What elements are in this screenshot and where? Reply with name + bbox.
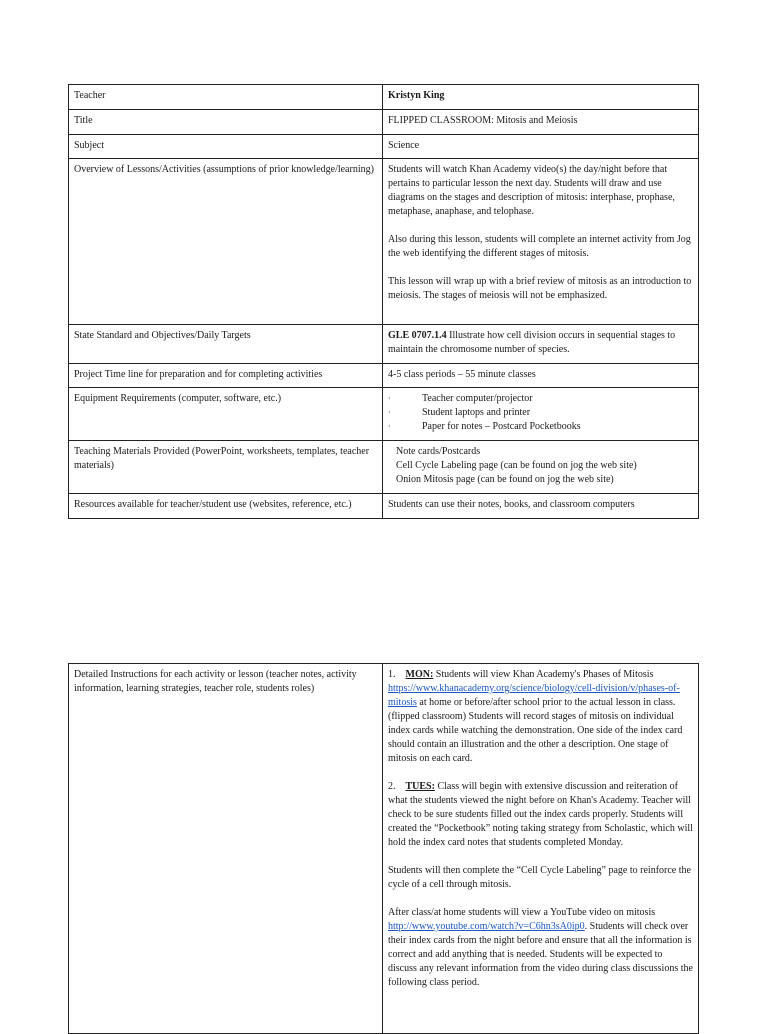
list-number: 2.: [388, 781, 396, 792]
standard-code: GLE 0707.1.4: [388, 330, 447, 341]
overview-paragraph: This lesson will wrap up with a brief review of mitosis as an introduction to meiosis. The stages of meiosis will not be emphasized.: [388, 276, 692, 301]
equipment-item: Teacher computer/projector: [422, 393, 533, 404]
table-row: [69, 110, 699, 135]
bullet-icon: ·: [388, 422, 391, 431]
youtube-rest-text: . Students will check over their index cards from the night before and ensure that all the information is correct and add anything that is needed. Students will be expected to discuss any relevant information from the video during class discussions the following class period.: [388, 921, 693, 988]
subject-label: Subject: [69, 135, 383, 159]
list-number: 1.: [388, 669, 396, 680]
lesson-plan-table: [68, 84, 699, 519]
monday-rest-text: at home or before/after school prior to the actual lesson in class. (flipped classroom) Students will record stages of mitosis on individual index cards while watching the demonstration. One side of the index card should contain an illustration and the other a description. One stage of mitosis on each card.: [388, 697, 683, 764]
overview-paragraph: Students will watch Khan Academy video(s) the day/night before that pertains to particular lesson the next day. Students will draw and use diagrams on the stages and description of mitosis: interphase, prophase, metaphase, anaphase, and telophase.: [388, 164, 675, 217]
materials-value: [383, 441, 699, 494]
teacher-label: Teacher: [69, 85, 383, 110]
table-row: [69, 135, 699, 159]
tuesday-label: TUES:: [405, 781, 435, 792]
instructions-table: [68, 663, 699, 1034]
table-row: [69, 159, 699, 325]
resources-label: Resources available for teacher/student use (websites, reference, etc.): [69, 494, 383, 519]
standard-text: Illustrate how cell division occurs in sequential stages to maintain the chromosome number of species.: [388, 330, 676, 355]
resources-value: Students can use their notes, books, and classroom computers: [383, 494, 699, 519]
instructions-label: Detailed Instructions for each activity or lesson (teacher notes, activity information, learning strategies, teacher role, students roles): [69, 664, 383, 1034]
equipment-item: Student laptops and printer: [422, 407, 531, 418]
standard-value: [383, 325, 699, 364]
list-item: Note cards/Postcards: [396, 446, 481, 457]
overview-value: [383, 159, 699, 325]
list-item: [388, 392, 693, 406]
youtube-paragraph: [388, 906, 693, 990]
tuesday-paragraph: [388, 780, 693, 850]
timeline-label: Project Time line for preparation and for completing activities: [69, 364, 383, 388]
list-item: Cell Cycle Labeling page (can be found on jog the web site): [396, 460, 637, 471]
title-label: Title: [69, 110, 383, 135]
khan-academy-link[interactable]: https://www.khanacademy.org/science/biology/cell-division/v/phases-of-mitosis: [388, 683, 680, 708]
table-row: [69, 494, 699, 519]
table-row: [69, 388, 699, 441]
table-row: [69, 364, 699, 388]
youtube-link[interactable]: http://www.youtube.com/watch?v=C6hn3sA0ip0: [388, 921, 585, 932]
overview-label: Overview of Lessons/Activities (assumptions of prior knowledge/learning): [69, 159, 383, 325]
youtube-lead-text: After class/at home students will view a YouTube video on mitosis: [388, 907, 656, 918]
table-row: [69, 664, 699, 1034]
tuesday-text: Class will begin with extensive discussion and reiteration of what the students viewed the night before on Khan's Academy. Teacher will check to be sure students filled out the index cards properly. Students will created the “Pocketbook” noting taking strategy from Scholastic, which will hold the index card notes that students completed Monday.: [388, 781, 693, 848]
monday-paragraph: [388, 668, 693, 766]
list-item: [388, 420, 693, 434]
bullet-icon: ·: [388, 408, 391, 417]
monday-label: MON:: [405, 669, 434, 680]
table-row: [69, 441, 699, 494]
title-value: FLIPPED CLASSROOM: Mitosis and Meiosis: [383, 110, 699, 135]
timeline-value: 4-5 class periods – 55 minute classes: [383, 364, 699, 388]
list-item: Onion Mitosis page (can be found on jog the web site): [396, 474, 614, 485]
overview-paragraph: Also during this lesson, students will complete an internet activity from Jog the web identifying the different stages of mitosis.: [388, 234, 691, 259]
equipment-value: [383, 388, 699, 441]
standard-label: State Standard and Objectives/Daily Targets: [69, 325, 383, 364]
labeling-paragraph: Students will then complete the “Cell Cycle Labeling” page to reinforce the cycle of a cell through mitosis.: [388, 865, 691, 890]
list-item: [388, 406, 693, 420]
instructions-value: [383, 664, 699, 1034]
table-row: [69, 325, 699, 364]
materials-label: Teaching Materials Provided (PowerPoint, worksheets, templates, teacher materials): [69, 441, 383, 494]
equipment-label: Equipment Requirements (computer, software, etc.): [69, 388, 383, 441]
equipment-item: Paper for notes – Postcard Pocketbooks: [422, 421, 581, 432]
monday-lead-text: Students will view Khan Academy's Phases of Mitosis: [433, 669, 654, 680]
subject-value: Science: [383, 135, 699, 159]
table-row: [69, 85, 699, 110]
bullet-icon: ·: [388, 394, 391, 403]
teacher-value: Kristyn King: [383, 85, 699, 110]
